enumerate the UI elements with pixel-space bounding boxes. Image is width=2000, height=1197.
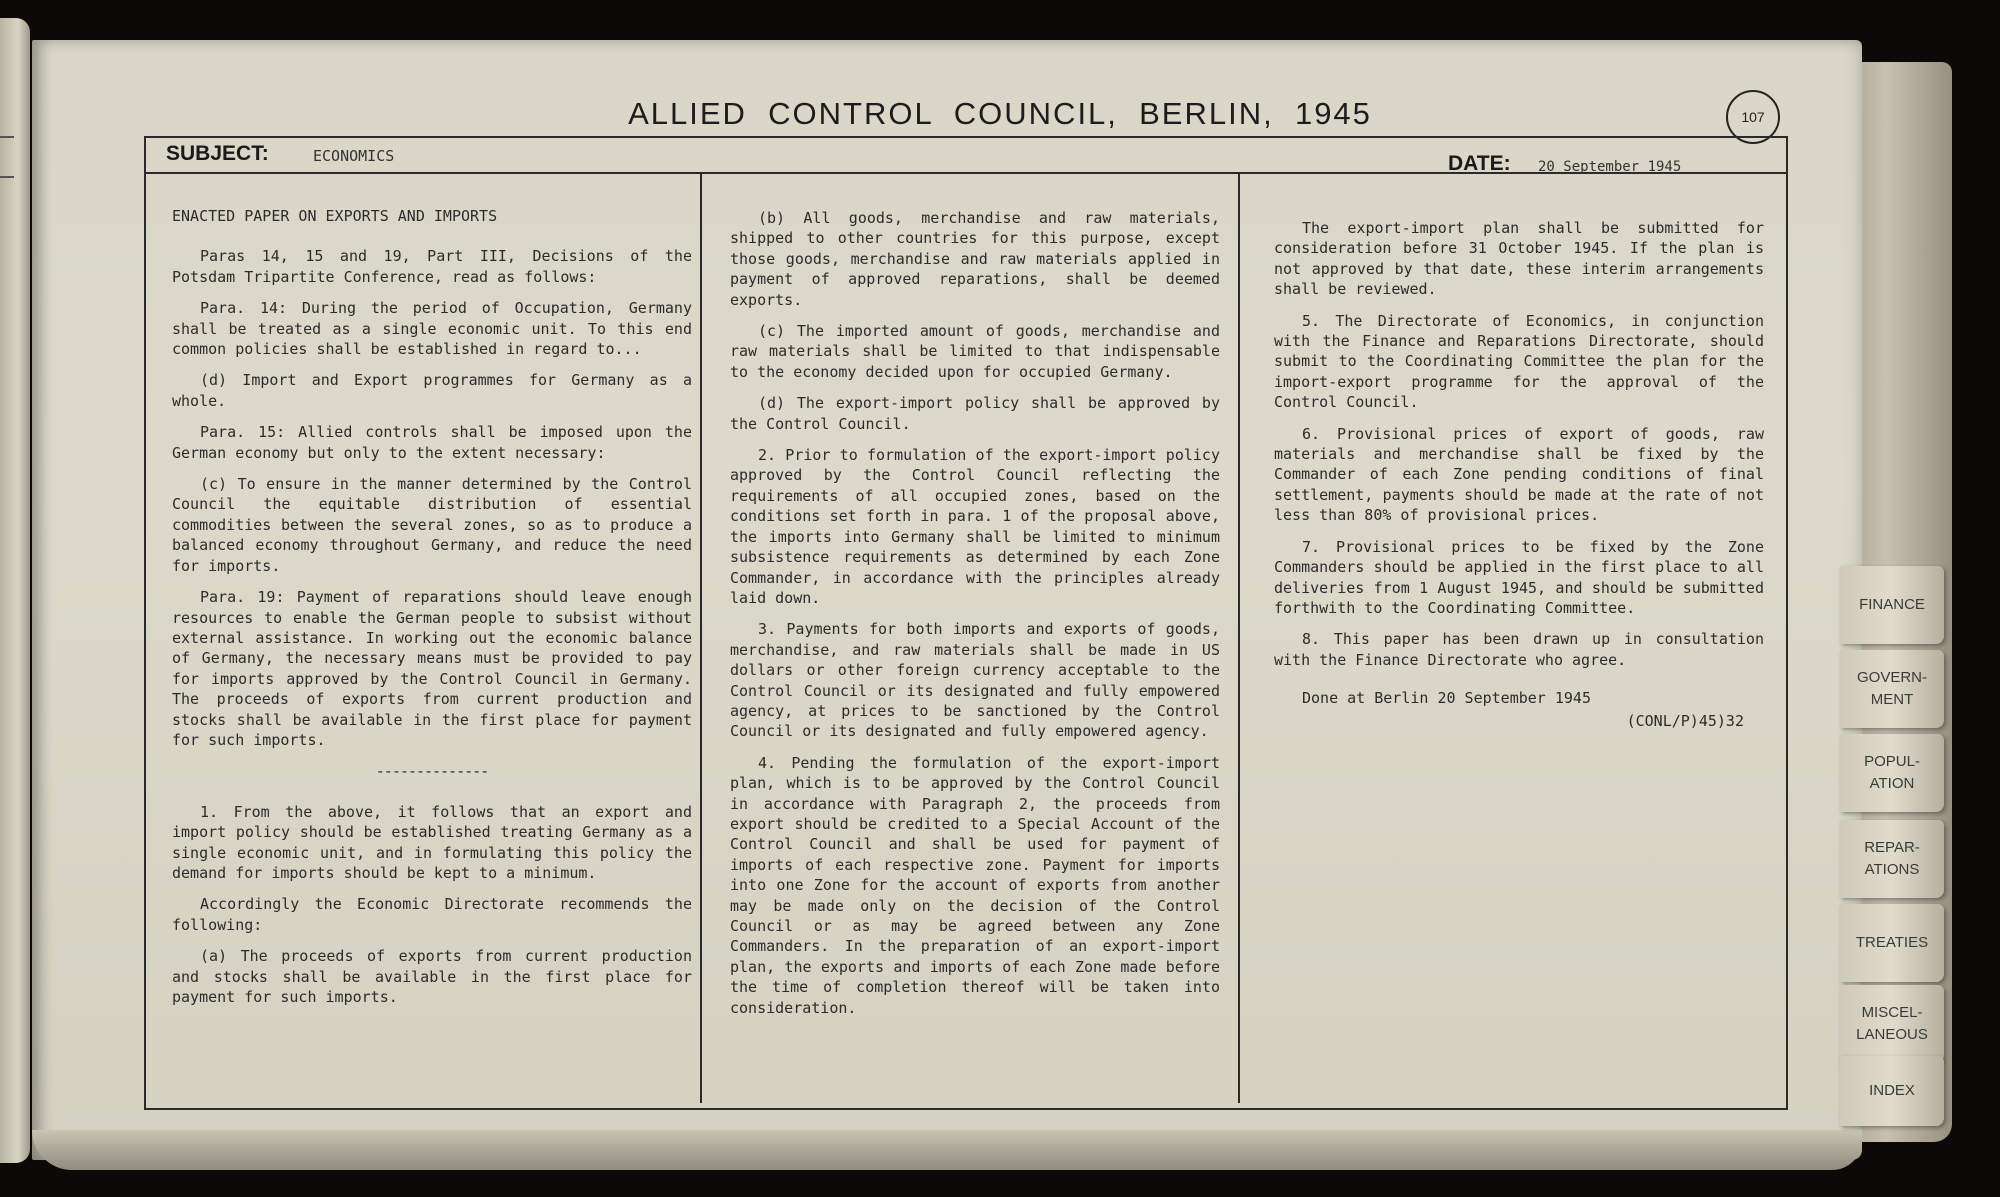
tab-label: MISCEL- LANEOUS bbox=[1856, 1004, 1928, 1043]
paragraph: Para. 19: Payment of reparations should leave enough resources to enable the German people to subsist without external assistance. In working out the economic balance of Germany, the necessary means must be provided to pay for imports approved by the Control Council in Germany. The proceeds of exports from current production and stocks shall be available in the first place for payment for such imports. bbox=[172, 588, 692, 749]
tab-label: REPAR- ATIONS bbox=[1864, 839, 1920, 878]
date-label: DATE: bbox=[1448, 152, 1511, 175]
document-heading: ENACTED PAPER ON EXPORTS AND IMPORTS bbox=[172, 207, 498, 225]
text-column-3 bbox=[1274, 218, 1764, 742]
page-number-badge: 107 bbox=[1726, 90, 1780, 144]
tab-label: FINANCE bbox=[1859, 596, 1925, 613]
page-title: ALLIED CONTROL COUNCIL, BERLIN, 1945 bbox=[628, 96, 1372, 131]
paragraph: (a) The proceeds of exports from current production and stocks shall be available in the first place for payment for such imports. bbox=[172, 947, 692, 1006]
paragraph: (b) All goods, merchandise and raw materials, shipped to other countries for this purpose, except those goods, merchandise and raw materials applied in payment of approved reparations, shall be deemed exports. bbox=[730, 209, 1220, 309]
paragraph: 6. Provisional prices of export of goods, raw materials and merchandise shall be fixed by the Commander of each Zone pending conditions of final settlement, payments should be made at the rate of not less than 80% of provisional prices. bbox=[1274, 424, 1764, 525]
tab-government[interactable] bbox=[1840, 650, 1944, 728]
paragraph: (c) The imported amount of goods, merchandise and raw materials shall be limited to that indispensable to the economy decided upon for occupied Germany. bbox=[730, 322, 1220, 381]
subject-value: ECONOMICS bbox=[313, 147, 395, 165]
text-column-2 bbox=[730, 208, 1220, 1029]
tab-label: TREATIES bbox=[1855, 934, 1929, 951]
paragraph: 7. Provisional prices to be fixed by the Zone Commanders should be applied in the first place to all deliveries from 1 August 1945, and should be submitted forthwith to the Coordinating Committee. bbox=[1274, 537, 1764, 617]
tab-label: POPUL- ATION bbox=[1864, 753, 1920, 792]
tab-label: INDEX bbox=[1869, 1082, 1915, 1099]
column-divider bbox=[1238, 173, 1240, 1103]
left-page-rule bbox=[0, 136, 14, 138]
signature-line: Done at Berlin 20 September 1945 bbox=[1302, 689, 1591, 708]
paragraph: 3. Payments for both imports and exports of goods, merchandise, and raw materials shall be made in US dollars or other foreign currency acceptable to the Control Council or its designated and fully empowered agency, at prices to be sanctioned by the Control Council or its designated and fully empowered agency. bbox=[730, 620, 1220, 741]
date-value: 20 September 1945 bbox=[1538, 159, 1682, 175]
paragraph: 8. This paper has been drawn up in consultation with the Finance Directorate who agree. bbox=[1274, 630, 1764, 669]
paragraph: (d) The export-import policy shall be approved by the Control Council. bbox=[730, 394, 1220, 433]
left-page-edge bbox=[0, 18, 30, 1163]
paragraph: Para. 14: During the period of Occupation, Germany shall be treated as a single economic unit. To this end common policies shall be established in regard to... bbox=[172, 299, 692, 359]
text-column-1 bbox=[172, 206, 692, 1018]
tab-index[interactable] bbox=[1840, 1056, 1944, 1126]
paragraph: (c) To ensure in the manner determined by the Control Council the equitable distribution of essential commodities between the several zones, so as to produce a balanced economy throughout Germany, and reduce the need for imports. bbox=[172, 475, 692, 575]
paragraph: 5. The Directorate of Economics, in conjunction with the Finance and Reparations Directorate, should submit to the Coordinating Committee the plan for the import-export programme for the approval of the Control Council. bbox=[1274, 311, 1764, 412]
page-bottom-curl bbox=[32, 1130, 1862, 1170]
reference-number: (CONL/P)45)32 bbox=[1626, 711, 1744, 730]
paragraph: Accordingly the Economic Directorate recommends the following: bbox=[172, 895, 692, 934]
paragraph: 2. Prior to formulation of the export-import policy approved by the Control Council reflecting the requirements of all occupied zones, based on the conditions set forth in para. 1 of the proposal above, the imports into Germany shall be limited to minimum subsistence requirements as determined by each Zone Commander, in accordance with the principles already laid down. bbox=[730, 446, 1220, 607]
subject-label: SUBJECT: bbox=[166, 142, 269, 165]
tab-miscellaneous[interactable] bbox=[1840, 985, 1944, 1063]
tab-population[interactable] bbox=[1840, 734, 1944, 812]
paragraph: (d) Import and Export programmes for Germany as a whole. bbox=[172, 371, 692, 410]
tab-finance[interactable] bbox=[1840, 566, 1944, 644]
paragraph: The export-import plan shall be submitted for consideration before 31 October 1945. If the plan is not approved by that date, these interim arrangements shall be reviewed. bbox=[1274, 219, 1764, 299]
paragraph: Paras 14, 15 and 19, Part III, Decisions of the Potsdam Tripartite Conference, read as follows: bbox=[172, 247, 692, 286]
separator-line: -------------- bbox=[375, 762, 489, 781]
paragraph: 4. Pending the formulation of the export-import plan, which is to be approved by the Control Council in accordance with Paragraph 2, the proceeds from export should be credited to a Special Account of the Control Council and shall be used for payment of imports of each respective zone. Payment for imports into one Zone for the account of exports from another may be made only on the decision of the Control Council or as may be agreed between any Zone Commanders. In the preparation of an export-import plan, the exports and imports of each Zone made before the time of completion thereof will be taken into consideration. bbox=[730, 753, 1220, 1017]
tab-treaties[interactable] bbox=[1840, 904, 1944, 982]
column-divider bbox=[700, 173, 702, 1103]
tab-reparations[interactable] bbox=[1840, 820, 1944, 898]
left-page-rule bbox=[0, 176, 14, 178]
tab-label: GOVERN- MENT bbox=[1856, 669, 1927, 708]
paragraph: Para. 15: Allied controls shall be imposed upon the German economy but only to the extent necessary: bbox=[172, 423, 692, 462]
paragraph: 1. From the above, it follows that an export and import policy should be established treating Germany as a single economic unit, and in formulating this policy the demand for imports should be kept to a minimum. bbox=[172, 802, 692, 882]
